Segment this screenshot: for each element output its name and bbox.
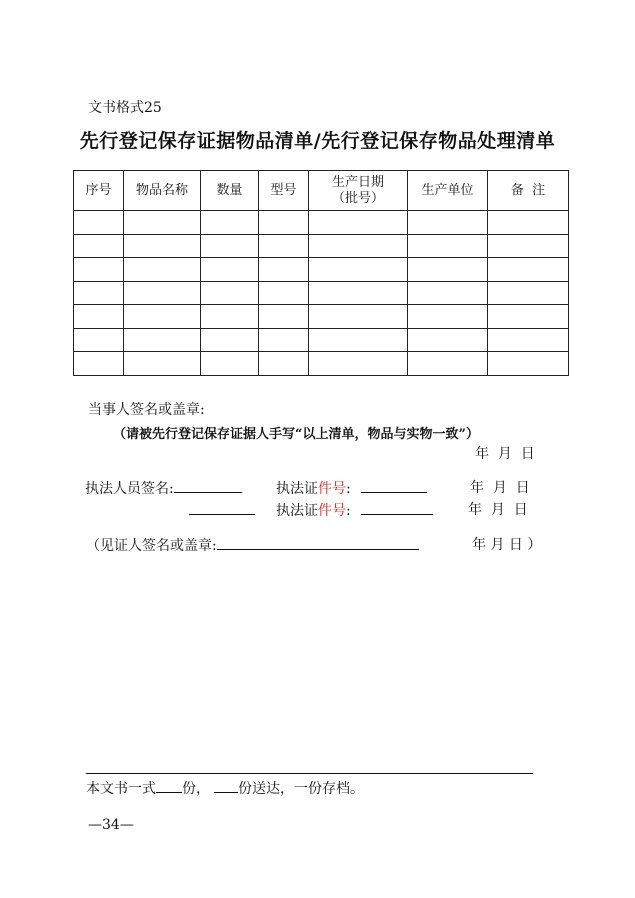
table-cell[interactable]	[201, 328, 259, 352]
table-row	[74, 281, 569, 305]
table-cell[interactable]	[408, 352, 488, 376]
table-row	[74, 234, 569, 258]
table-cell[interactable]	[259, 258, 309, 282]
footer-part-1: 本文书一式	[86, 781, 156, 797]
table-cell[interactable]	[309, 305, 408, 329]
document-title: 先行登记保存证据物品清单/先行登记保存物品处理清单	[79, 130, 556, 152]
table-cell[interactable]	[488, 258, 569, 282]
col-header-item-name: 物品名称	[124, 171, 201, 211]
cert-suffix: 件号	[318, 481, 346, 497]
table-cell[interactable]	[408, 211, 488, 235]
table-cell[interactable]	[309, 281, 408, 305]
col-header-production-date-line2: （批号）	[331, 190, 384, 206]
officer-sign-row	[85, 477, 242, 498]
table-row	[74, 305, 569, 329]
table-cell[interactable]	[309, 352, 408, 376]
officer-sign-field-2[interactable]	[189, 499, 255, 515]
table-cell[interactable]	[488, 234, 569, 258]
col-header-remarks: 备 注	[488, 171, 569, 211]
witness-sign-field[interactable]	[217, 534, 419, 550]
table-cell[interactable]	[124, 281, 201, 305]
table-cell[interactable]	[124, 234, 201, 258]
officer-date-2: 年 月 日	[468, 502, 528, 518]
party-sign-label: 当事人签名或盖章:	[88, 402, 205, 418]
table-row	[74, 352, 569, 376]
table-cell[interactable]	[309, 258, 408, 282]
table-cell[interactable]	[74, 211, 124, 235]
table-cell[interactable]	[408, 328, 488, 352]
cert-suffix: 件号	[318, 503, 346, 519]
table-cell[interactable]	[408, 281, 488, 305]
cert-prefix: 执法证	[276, 503, 318, 519]
table-cell[interactable]	[74, 258, 124, 282]
witness-date: 年 月 日 ）	[472, 537, 542, 553]
page-number: —34—	[88, 817, 134, 833]
table-row	[74, 258, 569, 282]
table-cell[interactable]	[259, 305, 309, 329]
witness-row	[86, 534, 419, 555]
col-header-quantity: 数量	[201, 171, 259, 211]
table-cell[interactable]	[488, 352, 569, 376]
table-cell[interactable]	[259, 281, 309, 305]
table-row	[74, 328, 569, 352]
table-cell[interactable]	[124, 328, 201, 352]
officer-cert-row-2	[276, 499, 433, 520]
witness-sign-label: （见证人签名或盖章:	[86, 538, 217, 554]
table-cell[interactable]	[488, 211, 569, 235]
col-header-production-date	[309, 171, 408, 211]
table-cell[interactable]	[259, 234, 309, 258]
officer-cert-row-1	[276, 477, 427, 498]
table-cell[interactable]	[309, 328, 408, 352]
items-table	[73, 170, 569, 376]
cert-prefix: 执法证	[276, 481, 318, 497]
table-cell[interactable]	[124, 352, 201, 376]
cert-colon: :	[346, 481, 351, 497]
cert-colon: :	[346, 503, 351, 519]
table-body	[74, 211, 569, 376]
table-cell[interactable]	[74, 328, 124, 352]
cert-number-field-2[interactable]	[361, 499, 433, 515]
table-row	[74, 211, 569, 235]
col-header-model: 型号	[259, 171, 309, 211]
officer-date-1: 年 月 日	[470, 480, 530, 496]
table-cell[interactable]	[309, 234, 408, 258]
footer-part-3: 份送达，一份存档。	[238, 781, 364, 797]
table-cell[interactable]	[309, 211, 408, 235]
table-cell[interactable]	[408, 234, 488, 258]
table-header-row	[74, 171, 569, 211]
table-cell[interactable]	[124, 211, 201, 235]
format-label: 文书格式25	[88, 100, 162, 116]
table-cell[interactable]	[201, 234, 259, 258]
table-cell[interactable]	[201, 258, 259, 282]
col-header-production-date-line1: 生产日期	[331, 174, 384, 190]
table-cell[interactable]	[201, 281, 259, 305]
table-cell[interactable]	[124, 258, 201, 282]
table-cell[interactable]	[408, 258, 488, 282]
footer-part-2: 份，	[182, 781, 210, 797]
party-sign-date: 年 月 日	[475, 446, 535, 462]
officer-sign-field-1[interactable]	[174, 477, 242, 493]
col-header-index: 序号	[74, 171, 124, 211]
table-cell[interactable]	[259, 211, 309, 235]
table-cell[interactable]	[488, 328, 569, 352]
table-cell[interactable]	[74, 281, 124, 305]
footer-divider	[86, 773, 533, 774]
footer-note	[86, 777, 364, 798]
table-cell[interactable]	[259, 352, 309, 376]
table-cell[interactable]	[201, 211, 259, 235]
table-cell[interactable]	[408, 305, 488, 329]
table-cell[interactable]	[124, 305, 201, 329]
table-cell[interactable]	[201, 352, 259, 376]
table-cell[interactable]	[201, 305, 259, 329]
cert-number-field-1[interactable]	[361, 477, 427, 493]
copies-total-field[interactable]	[156, 777, 182, 793]
table-cell[interactable]	[488, 281, 569, 305]
copies-delivered-field[interactable]	[214, 777, 238, 793]
party-sign-note: （请被先行登记保存证据人手写“以上清单，物品与实物一致”）	[113, 427, 479, 442]
table-cell[interactable]	[259, 328, 309, 352]
officer-sign-field-2-wrap	[189, 499, 255, 519]
table-cell[interactable]	[74, 352, 124, 376]
col-header-manufacturer: 生产单位	[408, 171, 488, 211]
officer-sign-label: 执法人员签名:	[85, 481, 174, 497]
table-cell[interactable]	[74, 305, 124, 329]
table-cell[interactable]	[488, 305, 569, 329]
table-cell[interactable]	[74, 234, 124, 258]
